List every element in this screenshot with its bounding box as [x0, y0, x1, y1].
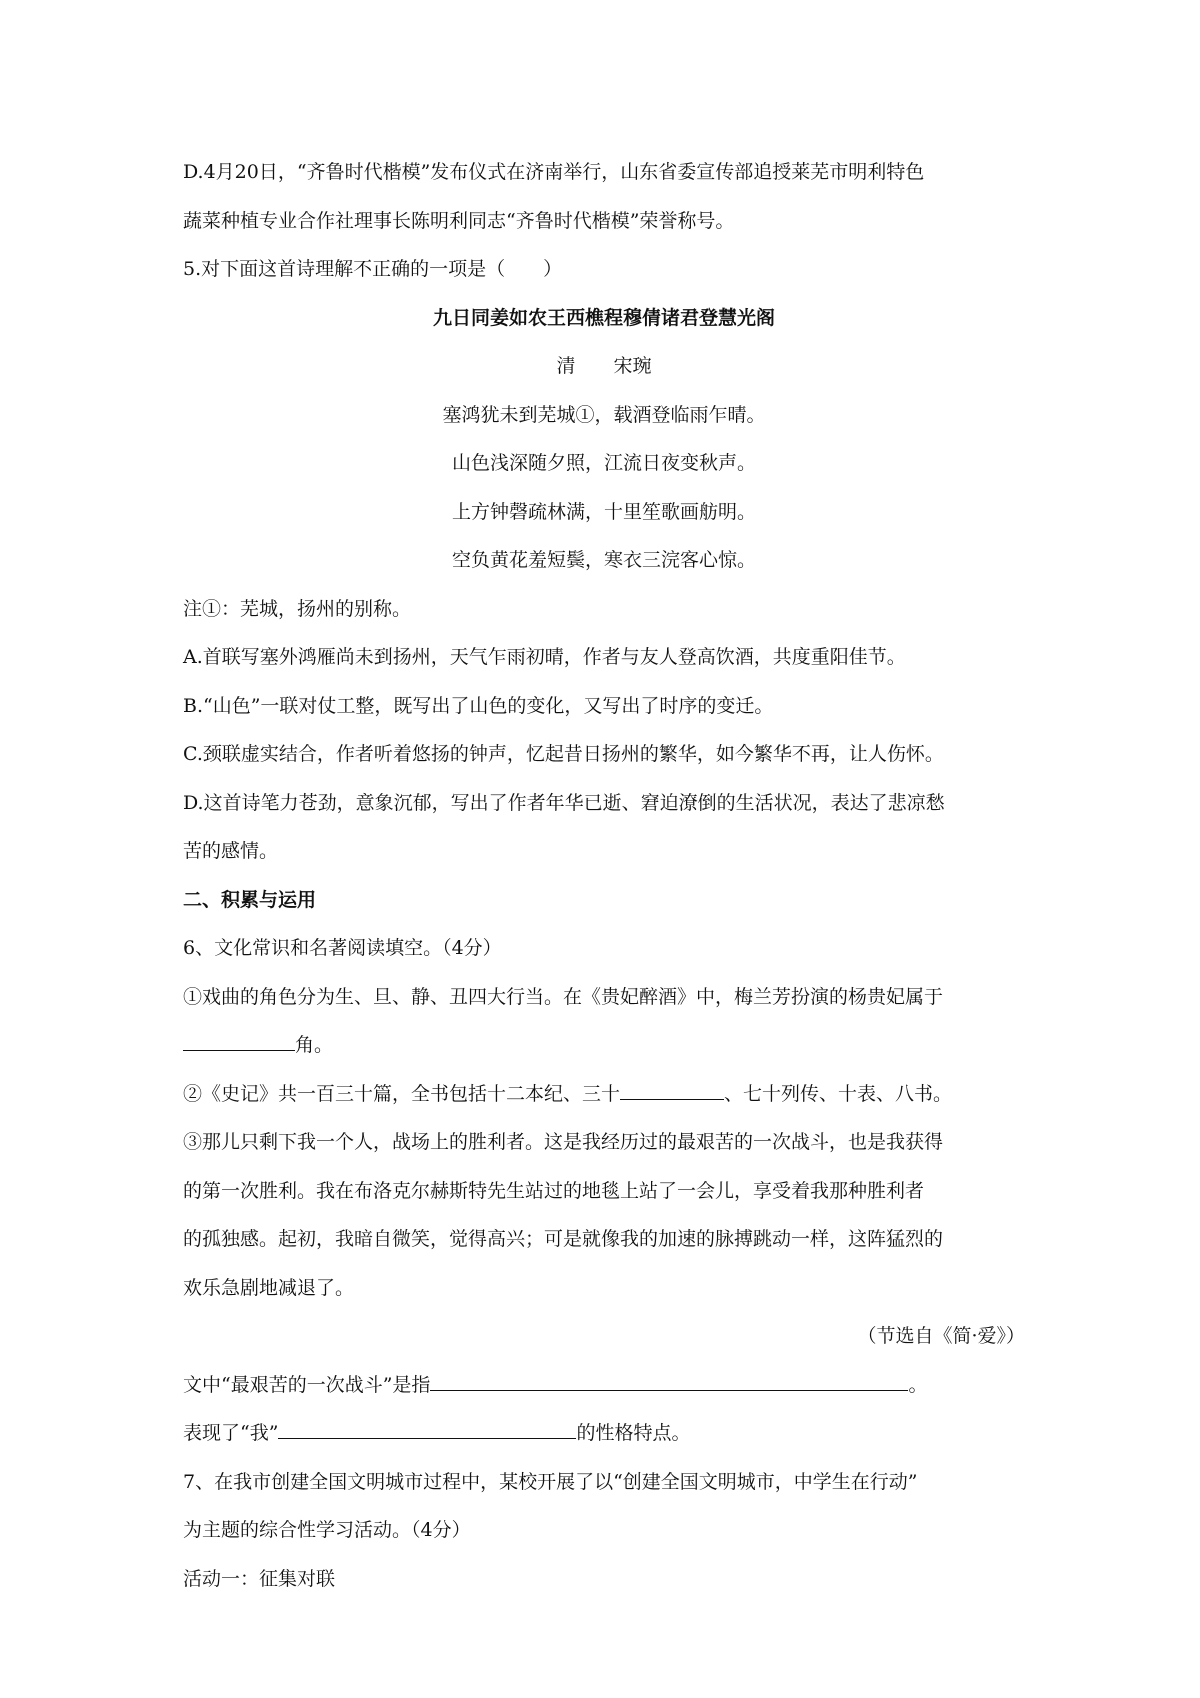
poem-note: 注①：芜城，扬州的别称。	[183, 597, 412, 620]
q6-fill2-suffix: 的性格特点。	[576, 1422, 691, 1444]
q5-stem: 5.对下面这首诗理解不正确的一项是（ ）	[183, 258, 563, 280]
answer-blank[interactable]	[278, 1419, 576, 1439]
poem-author: 宋琬	[613, 355, 652, 377]
q5-option-c: C.颈联虚实结合，作者听着悠扬的钟声，忆起昔日扬州的繁华，如今繁华不再，让人伤怀。	[183, 743, 944, 765]
q6-item1-suffix: 角。	[295, 1034, 334, 1056]
page-content	[183, 148, 1025, 1603]
q5-option-b: B.“山色”一联对仗工整，既写出了山色的变化，又写出了时序的变迁。	[183, 694, 774, 717]
q7-stem-line1: 7、在我市创建全国文明城市过程中，某校开展了以“创建全国文明城市，中学生在行动”	[183, 1470, 918, 1493]
q6-stem: 6、文化常识和名著阅读填空。（4分）	[183, 937, 502, 959]
q6-item3-line2: 的第一次胜利。我在布洛克尔赫斯特先生站过的地毯上站了一会儿，享受着我那种胜利者	[183, 1179, 925, 1202]
q6-item3-line4: 欢乐急剧地减退了。	[183, 1276, 355, 1299]
q6-fill2	[183, 1409, 1025, 1458]
answer-blank[interactable]	[620, 1080, 724, 1100]
section-heading: 二、积累与运用	[183, 888, 317, 911]
poem-line-1: 塞鸿犹未到芜城①，载酒登临雨乍晴。	[442, 403, 766, 426]
q6-item2-suffix: 、七十列传、十表、八书。	[724, 1082, 953, 1105]
q7-activity1: 活动一：征集对联	[183, 1567, 336, 1590]
poem-title: 九日同姜如农王西樵程穆倩诸君登慧光阁	[432, 306, 775, 329]
poem-byline	[183, 342, 1025, 391]
answer-blank[interactable]	[183, 1031, 295, 1051]
q6-item3-line3: 的孤独感。起初，我暗自微笑，觉得高兴；可是就像我的加速的脉搏跳动一样，这阵猛烈的	[183, 1228, 944, 1250]
q5-option-a: A.首联写塞外鸿雁尚未到扬州，天气乍雨初晴，作者与友人登高饮酒，共度重阳佳节。	[183, 646, 906, 668]
q4-option-d-line2: 蔬菜种植专业合作社理事长陈明利同志“齐鲁时代楷模”荣誉称号。	[183, 209, 735, 232]
q7-stem-line2: 为主题的综合性学习活动。（4分）	[183, 1519, 471, 1541]
q6-item2	[183, 1070, 1025, 1119]
excerpt-source: （节选自《简·爱》）	[857, 1325, 1025, 1347]
poem-line-4: 空负黄花羞短鬓，寒衣三浣客心惊。	[451, 549, 756, 571]
q6-item2-prefix: ②《史记》共一百三十篇，全书包括十二本纪、三十	[183, 1082, 621, 1105]
answer-blank[interactable]	[430, 1371, 908, 1391]
q6-fill1-suffix: 。	[908, 1373, 928, 1396]
q4-option-d-line1: D.4月20日，“齐鲁时代楷模”发布仪式在济南举行，山东省委宣传部追授莱芜市明利特色	[183, 161, 925, 183]
q5-option-d-line2: 苦的感情。	[183, 840, 279, 862]
poem-line-3: 上方钟磬疏林满，十里笙歌画舫明。	[451, 500, 756, 523]
poem-line-2: 山色浅深随夕照，江流日夜变秋声。	[451, 452, 756, 474]
q6-item3-line1: ③那儿只剩下我一个人，战场上的胜利者。这是我经历过的最艰苦的一次战斗，也是我获得	[183, 1131, 944, 1153]
q6-fill1	[183, 1361, 1025, 1410]
q6-item1-line1: ①戏曲的角色分为生、旦、静、丑四大行当。在《贵妃醉酒》中，梅兰芳扮演的杨贵妃属于	[183, 985, 944, 1008]
q6-fill2-prefix: 表现了“我”	[183, 1422, 279, 1444]
q5-option-d-line1: D.这首诗笔力苍劲，意象沉郁，写出了作者年华已逝、窘迫潦倒的生活状况，表达了悲凉愁	[183, 791, 945, 814]
q6-item1-line2	[183, 1021, 1025, 1070]
q6-fill1-prefix: 文中“最艰苦的一次战斗”是指	[183, 1373, 431, 1396]
poem-dynasty: 清	[556, 355, 576, 377]
